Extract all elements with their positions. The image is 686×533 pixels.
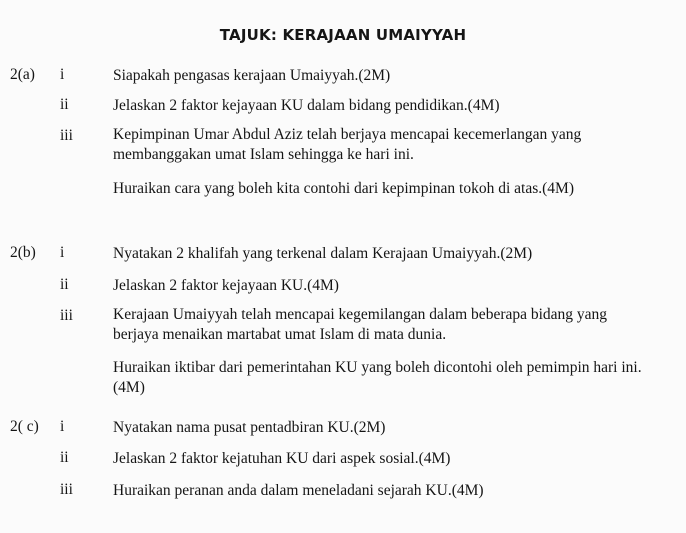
question-followup: Huraikan cara yang boleh kita contohi dari kepimpinan tokoh di atas.(4M) — [113, 180, 574, 197]
subquestion-numeral: i — [60, 418, 65, 435]
subquestion-numeral: ii — [60, 96, 69, 113]
question-text: Huraikan peranan anda dalam meneladani sejarah KU.(4M) — [113, 482, 484, 499]
subquestion-numeral: ii — [60, 276, 69, 293]
question-text: Jelaskan 2 faktor kejayaan KU dalam bidang pendidikan.(4M) — [113, 97, 500, 114]
page-title: TAJUK: KERAJAAN UMAIYYAH — [219, 26, 467, 44]
question-followup: Huraikan iktibar dari pemerintahan KU yang boleh dicontohi oleh pemimpin hari ini.(4M) — [113, 359, 642, 396]
question-text: Kepimpinan Umar Abdul Aziz telah berjaya mencapai kecemerlangan yang membanggakan umat Islam sehingga ke hari ini. — [113, 126, 582, 163]
question-text: Siapakah pengasas kerajaan Umaiyyah.(2M) — [113, 67, 391, 84]
subquestion-numeral: iii — [60, 307, 73, 324]
subquestion-numeral: ii — [60, 449, 69, 466]
question-text: Jelaskan 2 faktor kejatuhan KU dari aspek sosial.(4M) — [113, 450, 451, 467]
question-text: Nyatakan nama pusat pentadbiran KU.(2M) — [113, 419, 386, 436]
subquestion-numeral: i — [60, 244, 65, 261]
question-number-2b: 2(b) — [10, 244, 36, 261]
subquestion-numeral: i — [60, 66, 65, 83]
question-text: Kerajaan Umaiyyah telah mencapai kegemilangan dalam beberapa bidang yang berjaya menaikan martabat umat Islam di mata dunia. — [113, 306, 608, 343]
question-number-2a: 2(a) — [10, 66, 35, 83]
question-text: Jelaskan 2 faktor kejayaan KU.(4M) — [113, 277, 339, 294]
subquestion-numeral: iii — [60, 481, 73, 498]
question-text: Nyatakan 2 khalifah yang terkenal dalam Kerajaan Umaiyyah.(2M) — [113, 245, 533, 262]
subquestion-numeral: iii — [60, 127, 73, 144]
question-number-2c: 2( c) — [10, 418, 39, 435]
